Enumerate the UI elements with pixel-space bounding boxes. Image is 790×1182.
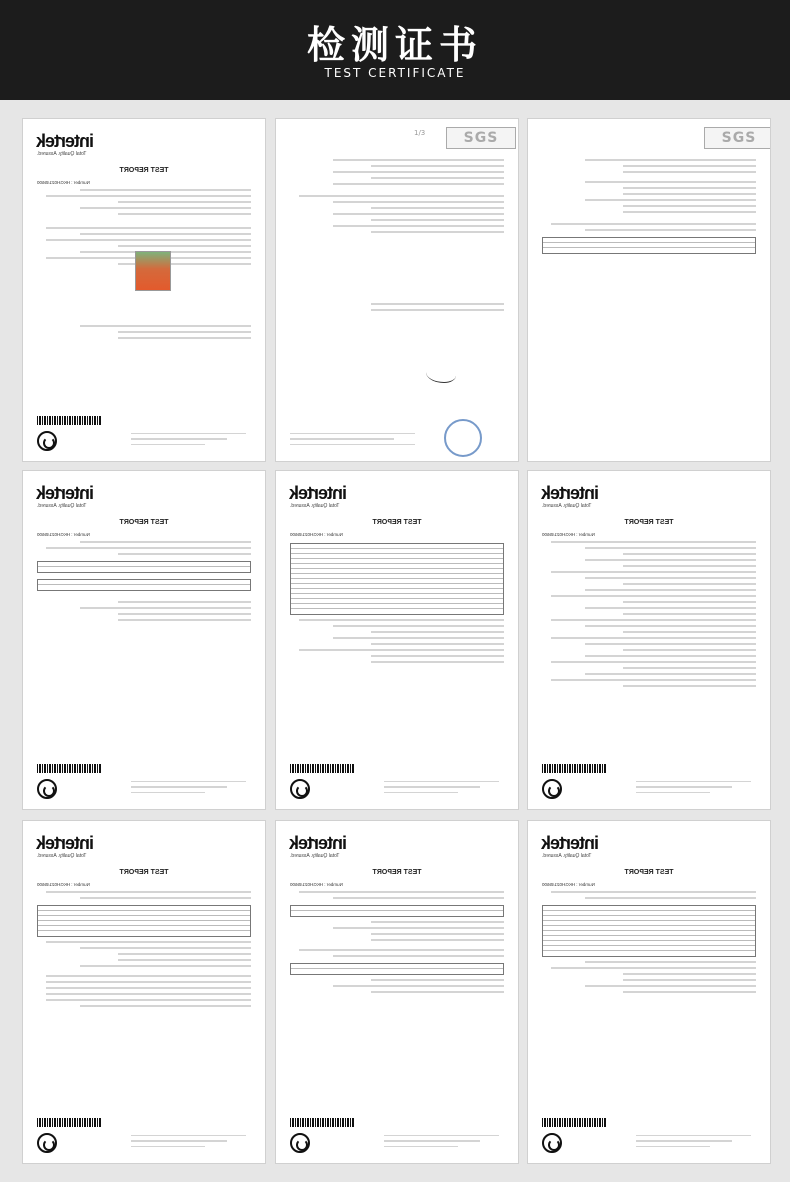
sample-photo xyxy=(135,251,171,291)
barcode xyxy=(290,1118,354,1127)
page-subtitle: TEST CERTIFICATE xyxy=(324,66,466,80)
intertek-seal-icon xyxy=(37,1133,57,1153)
barcode xyxy=(37,416,101,425)
certificate-grid xyxy=(0,100,790,1182)
intertek-logo: intertek xyxy=(37,131,95,151)
certificate-page-sgs-results xyxy=(527,118,771,462)
barcode xyxy=(37,764,101,773)
intertek-seal-icon xyxy=(542,779,562,799)
intertek-logo: intertek xyxy=(290,483,348,503)
barcode xyxy=(542,1118,606,1127)
intertek-logo: intertek xyxy=(37,833,95,853)
intertek-seal-icon xyxy=(37,431,57,451)
sgs-logo: SGS xyxy=(446,127,516,149)
barcode xyxy=(290,764,354,773)
page-indicator: 1/3 xyxy=(414,129,426,137)
intertek-logo: intertek xyxy=(290,833,348,853)
intertek-logo: intertek xyxy=(542,483,600,503)
certificate-page-intertek-heavy-elements: intertek Total Quality. Assured. TEST REPORT Number : HKGH02145600 xyxy=(527,820,771,1164)
page-header xyxy=(0,0,790,100)
intertek-seal-icon xyxy=(37,779,57,799)
certificate-page-sgs-chinese xyxy=(275,118,519,462)
sgs-logo: SGS xyxy=(704,127,771,149)
certificate-page-intertek-lead-coating: intertek Total Quality. Assured. TEST REPORT Number : HKGH02145600 xyxy=(275,820,519,1164)
page-title: 检测证书 xyxy=(306,23,483,67)
certificate-page-intertek-conclusion: intertek Total Quality. Assured. TEST REPORT Number : HKGH02145600 xyxy=(527,470,771,810)
sgs-stamp-icon xyxy=(444,419,482,457)
intertek-seal-icon xyxy=(290,779,310,799)
report-title: TEST REPORT xyxy=(119,167,169,174)
intertek-seal-icon xyxy=(290,1133,310,1153)
intertek-logo: intertek xyxy=(542,833,600,853)
barcode xyxy=(542,764,606,773)
certificate-page-intertek-phthalates: intertek Total Quality. Assured. TEST REPORT Number : HKGH02145600 xyxy=(22,820,266,1164)
certificate-page-intertek-mechanical: intertek Total Quality. Assured. TEST REPORT Number : HKGH02145600 xyxy=(275,470,519,810)
barcode xyxy=(37,1118,101,1127)
intertek-tagline: Total Quality. Assured. xyxy=(37,151,87,157)
certificate-page-intertek-cover xyxy=(22,118,266,462)
report-number: Number : HKGH02145600 xyxy=(37,180,90,185)
intertek-seal-icon xyxy=(542,1133,562,1153)
certificate-page-intertek-lead: intertek Total Quality. Assured. TEST REPORT Number : HKGH02145600 xyxy=(22,470,266,810)
intertek-logo: intertek xyxy=(37,483,95,503)
